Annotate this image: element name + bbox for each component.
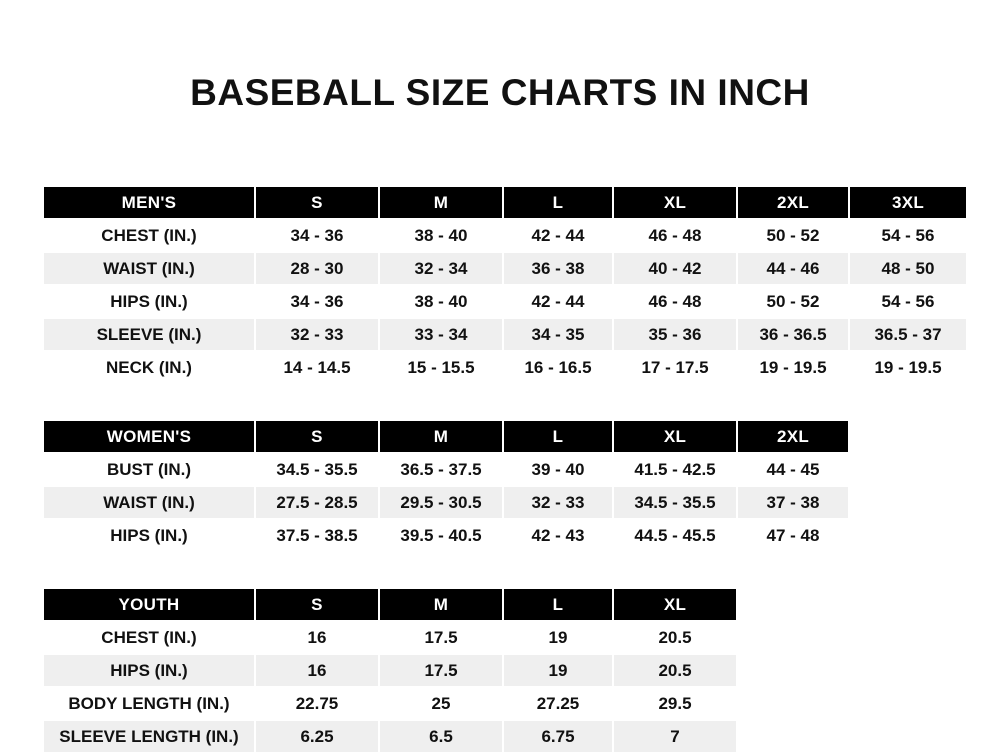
table-cell: 16 - 16.5 <box>503 351 613 384</box>
table-cell: 38 - 40 <box>379 285 503 318</box>
table-row <box>43 621 737 654</box>
table-cell: 32 - 33 <box>503 486 613 519</box>
youth-header-cell: YOUTH <box>43 588 255 621</box>
row-label: WAIST (IN.) <box>43 252 255 285</box>
table-cell: 17 - 17.5 <box>613 351 737 384</box>
table-cell: 36.5 - 37 <box>849 318 967 351</box>
table-cell: 6.25 <box>255 720 379 753</box>
table-cell: 19 <box>503 654 613 687</box>
mens-header-cell: S <box>255 186 379 219</box>
womens-header-row <box>43 420 849 453</box>
table-cell: 19 - 19.5 <box>737 351 849 384</box>
table-cell: 19 - 19.5 <box>849 351 967 384</box>
mens-header-cell: M <box>379 186 503 219</box>
table-cell: 29.5 - 30.5 <box>379 486 503 519</box>
womens-header-cell: XL <box>613 420 737 453</box>
row-label: CHEST (IN.) <box>43 219 255 252</box>
table-row <box>43 654 737 687</box>
table-cell: 50 - 52 <box>737 219 849 252</box>
table-cell: 22.75 <box>255 687 379 720</box>
mens-header-cell: XL <box>613 186 737 219</box>
row-label: HIPS (IN.) <box>43 654 255 687</box>
row-label: BUST (IN.) <box>43 453 255 486</box>
youth-header-cell: S <box>255 588 379 621</box>
table-cell: 17.5 <box>379 654 503 687</box>
table-cell: 32 - 33 <box>255 318 379 351</box>
table-cell: 16 <box>255 621 379 654</box>
mens-header-cell: 3XL <box>849 186 967 219</box>
table-cell: 34.5 - 35.5 <box>255 453 379 486</box>
table-cell: 46 - 48 <box>613 285 737 318</box>
table-cell: 50 - 52 <box>737 285 849 318</box>
table-row <box>43 252 967 285</box>
mens-header-cell: MEN'S <box>43 186 255 219</box>
table-cell: 14 - 14.5 <box>255 351 379 384</box>
womens-size-table <box>42 419 850 553</box>
womens-header-cell: WOMEN'S <box>43 420 255 453</box>
table-cell: 54 - 56 <box>849 219 967 252</box>
table-cell: 25 <box>379 687 503 720</box>
womens-header-cell: 2XL <box>737 420 849 453</box>
table-cell: 17.5 <box>379 621 503 654</box>
table-spacer <box>42 553 968 587</box>
table-cell: 36 - 38 <box>503 252 613 285</box>
table-cell: 20.5 <box>613 654 737 687</box>
table-cell: 38 - 40 <box>379 219 503 252</box>
table-cell: 40 - 42 <box>613 252 737 285</box>
table-row <box>43 318 967 351</box>
mens-header-row <box>43 186 967 219</box>
table-row <box>43 219 967 252</box>
table-cell: 36 - 36.5 <box>737 318 849 351</box>
table-cell: 27.25 <box>503 687 613 720</box>
table-cell: 6.75 <box>503 720 613 753</box>
table-cell: 48 - 50 <box>849 252 967 285</box>
size-tables-container <box>42 185 968 754</box>
table-cell: 16 <box>255 654 379 687</box>
table-cell: 34 - 36 <box>255 285 379 318</box>
row-label: CHEST (IN.) <box>43 621 255 654</box>
table-cell: 37 - 38 <box>737 486 849 519</box>
youth-size-table <box>42 587 738 754</box>
table-cell: 44.5 - 45.5 <box>613 519 737 552</box>
youth-header-cell: M <box>379 588 503 621</box>
table-cell: 39 - 40 <box>503 453 613 486</box>
table-cell: 47 - 48 <box>737 519 849 552</box>
row-label: WAIST (IN.) <box>43 486 255 519</box>
table-cell: 6.5 <box>379 720 503 753</box>
table-cell: 44 - 46 <box>737 252 849 285</box>
womens-header-cell: S <box>255 420 379 453</box>
page-title: BASEBALL SIZE CHARTS IN INCH <box>190 72 810 113</box>
row-label: HIPS (IN.) <box>43 285 255 318</box>
table-cell: 7 <box>613 720 737 753</box>
youth-header-row <box>43 588 737 621</box>
table-cell: 28 - 30 <box>255 252 379 285</box>
table-cell: 42 - 44 <box>503 285 613 318</box>
table-cell: 39.5 - 40.5 <box>379 519 503 552</box>
table-cell: 20.5 <box>613 621 737 654</box>
table-cell: 42 - 44 <box>503 219 613 252</box>
table-cell: 29.5 <box>613 687 737 720</box>
table-cell: 27.5 - 28.5 <box>255 486 379 519</box>
table-row <box>43 285 967 318</box>
mens-header-cell: L <box>503 186 613 219</box>
table-cell: 34 - 36 <box>255 219 379 252</box>
table-cell: 41.5 - 42.5 <box>613 453 737 486</box>
womens-header-cell: L <box>503 420 613 453</box>
table-cell: 33 - 34 <box>379 318 503 351</box>
table-cell: 42 - 43 <box>503 519 613 552</box>
table-row <box>43 486 849 519</box>
table-cell: 15 - 15.5 <box>379 351 503 384</box>
mens-header-cell: 2XL <box>737 186 849 219</box>
table-row <box>43 519 849 552</box>
table-cell: 37.5 - 38.5 <box>255 519 379 552</box>
row-label: HIPS (IN.) <box>43 519 255 552</box>
table-row <box>43 720 737 753</box>
table-cell: 46 - 48 <box>613 219 737 252</box>
mens-size-table <box>42 185 968 385</box>
table-cell: 44 - 45 <box>737 453 849 486</box>
table-cell: 34 - 35 <box>503 318 613 351</box>
table-spacer <box>42 385 968 419</box>
row-label: SLEEVE LENGTH (IN.) <box>43 720 255 753</box>
table-cell: 34.5 - 35.5 <box>613 486 737 519</box>
table-row <box>43 351 967 384</box>
row-label: NECK (IN.) <box>43 351 255 384</box>
youth-header-cell: L <box>503 588 613 621</box>
youth-header-cell: XL <box>613 588 737 621</box>
table-cell: 36.5 - 37.5 <box>379 453 503 486</box>
table-cell: 54 - 56 <box>849 285 967 318</box>
table-row <box>43 687 737 720</box>
row-label: SLEEVE (IN.) <box>43 318 255 351</box>
table-row <box>43 453 849 486</box>
womens-header-cell: M <box>379 420 503 453</box>
table-cell: 19 <box>503 621 613 654</box>
table-cell: 32 - 34 <box>379 252 503 285</box>
row-label: BODY LENGTH (IN.) <box>43 687 255 720</box>
table-cell: 35 - 36 <box>613 318 737 351</box>
